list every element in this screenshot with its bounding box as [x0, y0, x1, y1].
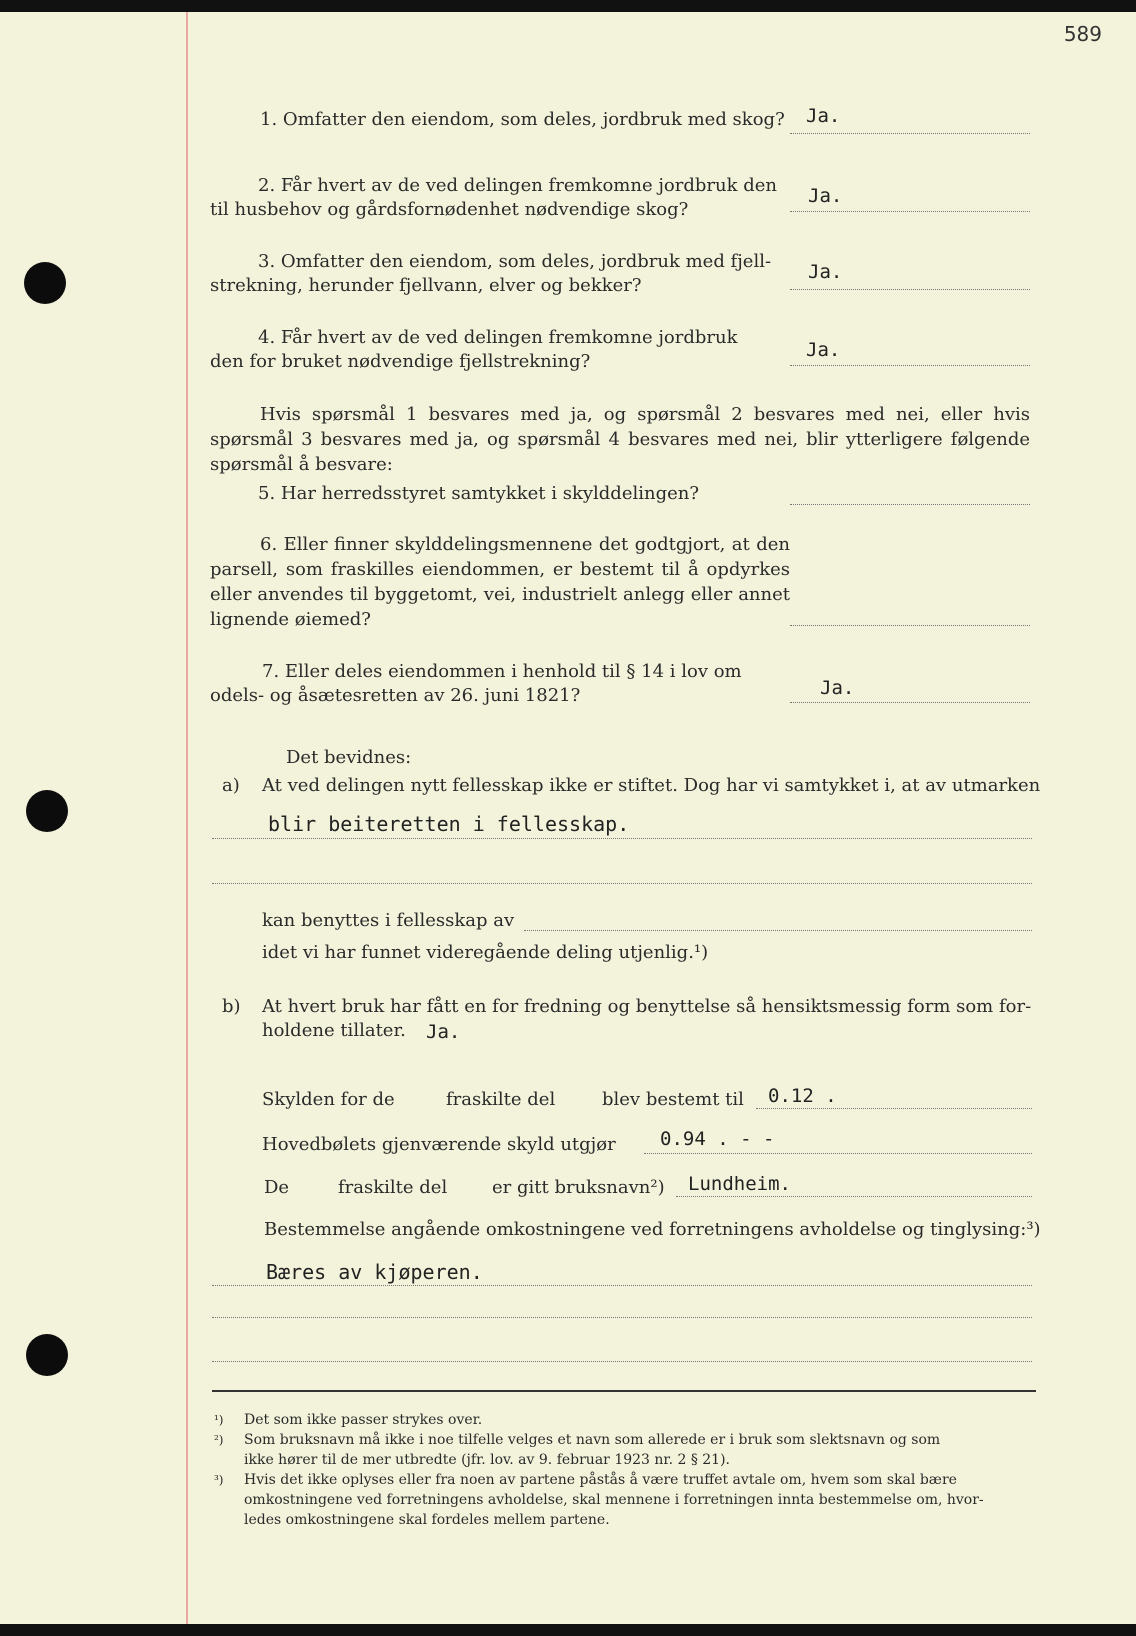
shared-use-text: kan benyttes i fellesskap av — [262, 910, 515, 931]
bestemmelse-label: Bestemmelse angående omkostningene ved forretningens avholdelse og tinglysing:³) — [264, 1219, 1041, 1240]
item-a-answer: blir beiteretten i fellesskap. — [268, 812, 630, 836]
question-6: 6. Eller finner skylddelingsmennene det godtgjort, at den parsell, som fraskilles eiendommen, er bestemt til å opdyrkes eller anvendes til byggetomt, vei, industrielt anlegg eller annet lignende øiemed? — [210, 534, 790, 630]
item-b-line2: holdene tillater. — [262, 1020, 406, 1041]
skyld-label-3: blev bestemt til — [602, 1089, 744, 1110]
skyld-label-2: fraskilte del — [446, 1089, 556, 1110]
item-b-answer: Ja. — [426, 1021, 461, 1043]
footnote-2-line1: Som bruksnavn må ikke i noe tilfelle velges et navn som allerede er i bruk som slektsnavn og som — [244, 1432, 941, 1448]
hoved-label: Hovedbølets gjenværende skyld utgjør — [262, 1134, 616, 1155]
footnote-1-line1: Det som ikke passer strykes over. — [244, 1412, 483, 1428]
certification-heading: Det bevidnes: — [286, 747, 412, 768]
question-4-line2: den for bruket nødvendige fjellstrekning? — [210, 351, 591, 372]
answer-line-7 — [790, 702, 1030, 703]
answer-2: Ja. — [808, 185, 843, 207]
found-text: idet vi har funnet videregående deling utjenlig.¹) — [262, 942, 709, 963]
footnote-2-num: ²) — [214, 1433, 224, 1447]
bestemmelse-line-2 — [212, 1317, 1032, 1318]
item-b-line1: At hvert bruk har fått en for fredning og benyttelse så hensiktsmessig form som for- — [262, 996, 1032, 1017]
item-a-line-1 — [212, 838, 1032, 839]
punch-hole-top — [24, 262, 66, 304]
answer-line-6 — [790, 625, 1030, 626]
answer-line-1 — [790, 133, 1030, 134]
navn-label-1: De — [264, 1177, 290, 1198]
hoved-line — [644, 1153, 1032, 1154]
answer-3: Ja. — [808, 261, 843, 283]
item-a-label: a) — [222, 775, 240, 796]
question-7-line1: 7. Eller deles eiendommen i henhold til § 14 i lov om — [262, 661, 742, 682]
navn-label-2: fraskilte del — [338, 1177, 448, 1198]
navn-line — [676, 1196, 1032, 1197]
question-7-line2: odels- og åsætesretten av 26. juni 1821? — [210, 685, 581, 706]
question-5: 5. Har herredsstyret samtykket i skylddelingen? — [258, 483, 699, 504]
footnote-rule — [212, 1390, 1036, 1392]
question-3-line2: strekning, herunder fjellvann, elver og bekker? — [210, 275, 642, 296]
question-4-line1: 4. Får hvert av de ved delingen fremkomne jordbruk — [258, 327, 738, 348]
question-3-line1: 3. Omfatter den eiendom, som deles, jordbruk med fjell- — [258, 251, 772, 272]
punch-hole-bottom — [26, 1334, 68, 1376]
navn-label-3: er gitt bruksnavn²) — [492, 1177, 665, 1198]
question-2-line2: til husbehov og gårdsfornødenhet nødvendige skog? — [210, 199, 689, 220]
answer-1: Ja. — [806, 105, 841, 127]
answer-line-5 — [790, 504, 1030, 505]
hoved-value: 0.94 . - - — [660, 1128, 775, 1150]
bestemmelse-line-3 — [212, 1361, 1032, 1362]
answer-4: Ja. — [806, 339, 841, 361]
answer-line-2 — [790, 211, 1030, 212]
bestemmelse-value: Bæres av kjøperen. — [266, 1260, 483, 1284]
question-1: 1. Omfatter den eiendom, som deles, jordbruk med skog? — [260, 109, 785, 130]
conditional-intro: Hvis spørsmål 1 besvares med ja, og spørsmål 2 besvares med nei, eller hvis spørsmål 3 besvares med ja, og spørsmål 4 besvares med nei, blir ytterligere følgende spørsmål å besvare: — [210, 404, 1030, 475]
answer-7: Ja. — [820, 677, 855, 699]
footnote-3-line1: Hvis det ikke oplyses eller fra noen av partene påstås å være truffet avtale om, hvem som skal bære — [244, 1472, 957, 1488]
skyld-line — [756, 1108, 1032, 1109]
footnote-3-num: ³) — [214, 1473, 224, 1487]
answer-line-3 — [790, 289, 1030, 290]
footnote-1-num: ¹) — [214, 1413, 224, 1427]
footnote-3-line2: omkostningene ved forretningens avholdelse, skal mennene i forretningen innta bestemmelse om, hvor- — [244, 1492, 984, 1508]
skyld-value: 0.12 . — [768, 1085, 837, 1107]
document-page — [0, 12, 1136, 1624]
question-2-line1: 2. Får hvert av de ved delingen fremkomne jordbruk den — [258, 175, 777, 196]
margin-line — [186, 12, 188, 1624]
footnote-2-line2: ikke hører til de mer utbredte (jfr. lov. av 9. februar 1923 nr. 2 § 21). — [244, 1452, 731, 1468]
footnote-3-line3: ledes omkostningene skal fordeles mellem partene. — [244, 1512, 610, 1528]
item-b-label: b) — [222, 996, 241, 1017]
shared-use-line — [524, 930, 1032, 931]
item-a-line-2 — [212, 883, 1032, 884]
punch-hole-middle — [26, 790, 68, 832]
navn-value: Lundheim. — [688, 1173, 791, 1195]
answer-line-4 — [790, 365, 1030, 366]
bestemmelse-line-1 — [212, 1285, 1032, 1286]
skyld-label-1: Skylden for de — [262, 1089, 395, 1110]
page-number: 589 — [1063, 22, 1102, 46]
item-a-text: At ved delingen nytt fellesskap ikke er stiftet. Dog har vi samtykket i, at av utmarken — [262, 775, 1041, 796]
